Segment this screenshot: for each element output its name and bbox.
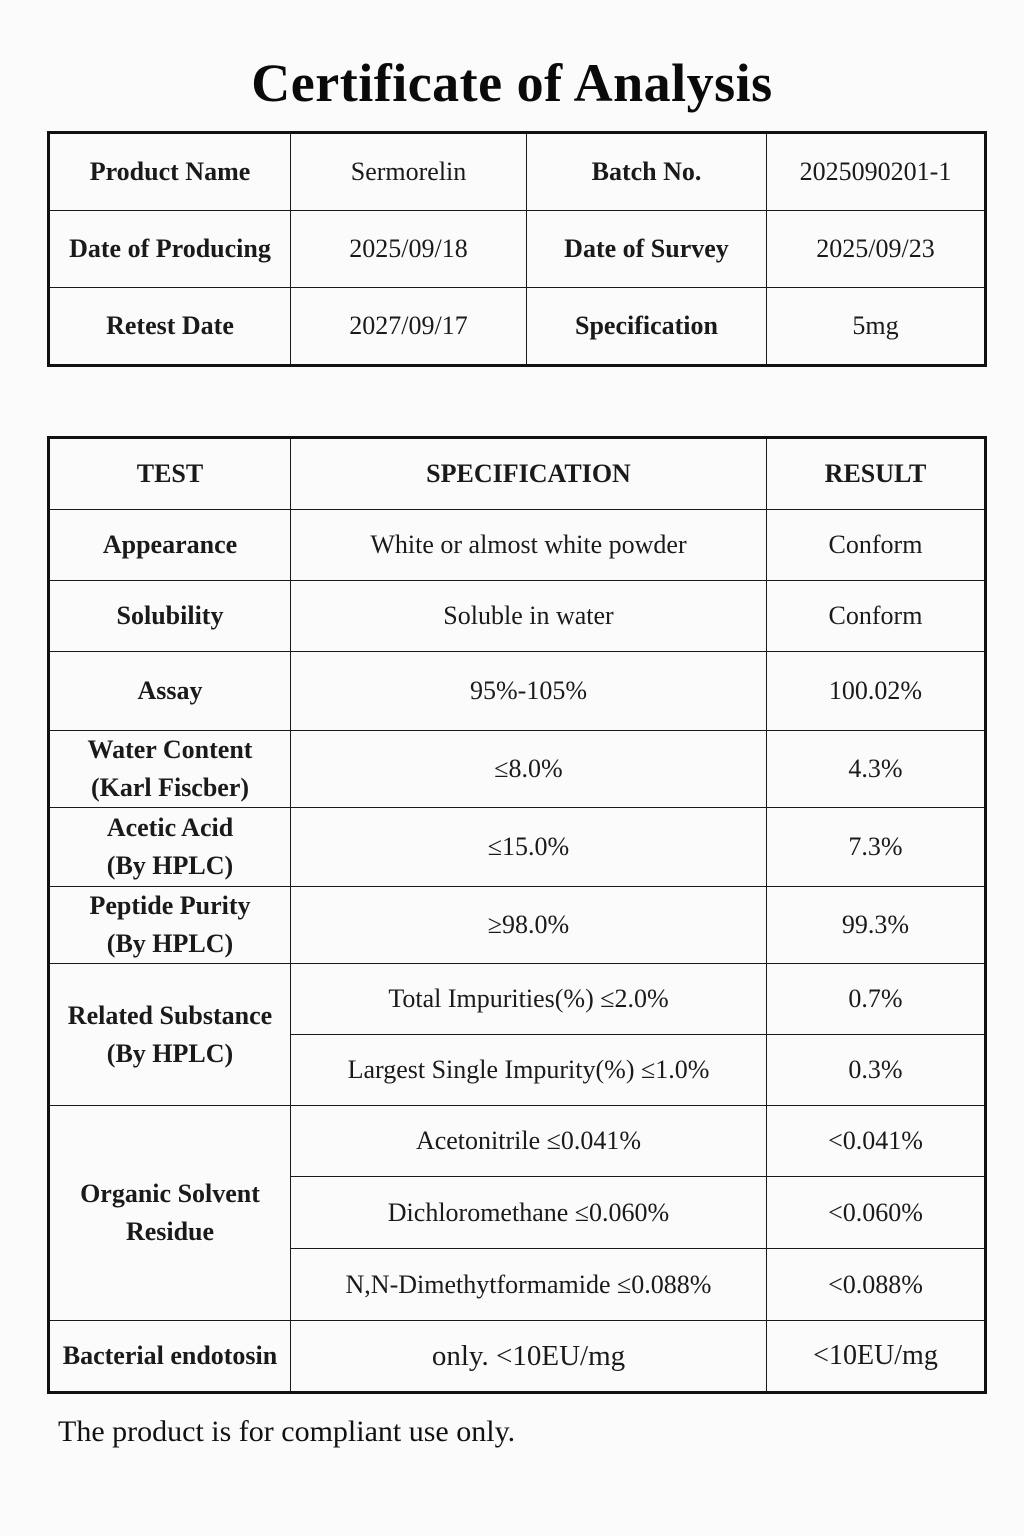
test-result: 100.02% bbox=[767, 652, 986, 731]
test-name: Appearance bbox=[49, 510, 291, 581]
test-result: <0.060% bbox=[767, 1177, 986, 1249]
page-title: Certificate of Analysis bbox=[251, 53, 773, 113]
footer-note: The product is for compliant use only. bbox=[58, 1415, 516, 1448]
table-row bbox=[49, 510, 986, 581]
test-name: Solubility bbox=[49, 581, 291, 652]
table-row bbox=[49, 964, 986, 1035]
test-results-table bbox=[47, 436, 987, 1394]
test-spec: only. <10EU/mg bbox=[291, 1321, 767, 1393]
test-spec: ≤15.0% bbox=[291, 808, 767, 887]
date-survey-value: 2025/09/23 bbox=[767, 211, 986, 288]
product-name-label: Product Name bbox=[49, 133, 291, 211]
test-result: <0.088% bbox=[767, 1249, 986, 1321]
test-result: 0.7% bbox=[767, 964, 986, 1035]
test-result: 0.3% bbox=[767, 1035, 986, 1106]
header-test: TEST bbox=[49, 438, 291, 510]
table-row bbox=[49, 1106, 986, 1177]
test-spec: Soluble in water bbox=[291, 581, 767, 652]
product-info-table bbox=[47, 131, 987, 367]
product-name-value: Sermorelin bbox=[291, 133, 527, 211]
test-name: Assay bbox=[49, 652, 291, 731]
test-name: Bacterial endotosin bbox=[49, 1321, 291, 1393]
test-spec: ≤8.0% bbox=[291, 731, 767, 808]
test-name-line1: Acetic Acid bbox=[106, 813, 234, 842]
test-spec: Total Impurities(%) ≤2.0% bbox=[291, 964, 767, 1035]
date-survey-label: Date of Survey bbox=[527, 211, 767, 288]
table-row bbox=[49, 581, 986, 652]
test-spec: ≥98.0% bbox=[291, 887, 767, 964]
table-row bbox=[49, 731, 986, 808]
test-name bbox=[49, 964, 291, 1106]
batch-no-value: 2025090201-1 bbox=[767, 133, 986, 211]
test-result: Conform bbox=[767, 510, 986, 581]
table-row bbox=[49, 808, 986, 887]
specification-value: 5mg bbox=[767, 288, 986, 366]
test-result: <10EU/mg bbox=[767, 1321, 986, 1393]
test-spec: Acetonitrile ≤0.041% bbox=[291, 1106, 767, 1177]
retest-date-label: Retest Date bbox=[49, 288, 291, 366]
table-header-row bbox=[49, 438, 986, 510]
test-name bbox=[49, 887, 291, 964]
table-row bbox=[49, 1321, 986, 1393]
test-name-line2: (By HPLC) bbox=[106, 1038, 234, 1068]
batch-no-label: Batch No. bbox=[527, 133, 767, 211]
test-spec: N,N-Dimethytformamide ≤0.088% bbox=[291, 1249, 767, 1321]
info-row bbox=[49, 133, 986, 211]
test-name-line1: Related Substance bbox=[67, 1000, 273, 1030]
test-result: 4.3% bbox=[767, 731, 986, 808]
test-name bbox=[49, 808, 291, 887]
test-spec: Dichloromethane ≤0.060% bbox=[291, 1177, 767, 1249]
table-row bbox=[49, 887, 986, 964]
test-spec: White or almost white powder bbox=[291, 510, 767, 581]
test-name bbox=[49, 1106, 291, 1321]
date-producing-label: Date of Producing bbox=[49, 211, 291, 288]
test-name-line2: (Karl Fiscber) bbox=[90, 773, 250, 802]
test-name-line1: Water Content bbox=[87, 735, 253, 764]
specification-label: Specification bbox=[527, 288, 767, 366]
test-name-line2: Residue bbox=[125, 1217, 215, 1246]
test-result: Conform bbox=[767, 581, 986, 652]
table-row bbox=[49, 652, 986, 731]
test-name-line2: (By HPLC) bbox=[106, 851, 234, 880]
header-specification: SPECIFICATION bbox=[291, 438, 767, 510]
test-spec: 95%-105% bbox=[291, 652, 767, 731]
test-result: 99.3% bbox=[767, 887, 986, 964]
date-producing-value: 2025/09/18 bbox=[291, 211, 527, 288]
test-name-line1: Peptide Purity bbox=[89, 891, 251, 920]
retest-date-value: 2027/09/17 bbox=[291, 288, 527, 366]
test-name bbox=[49, 731, 291, 808]
info-row bbox=[49, 288, 986, 366]
test-name-line1: Organic Solvent bbox=[80, 1179, 260, 1208]
info-row bbox=[49, 211, 986, 288]
test-name-line2: (By HPLC) bbox=[106, 929, 234, 958]
test-result: <0.041% bbox=[767, 1106, 986, 1177]
test-result: 7.3% bbox=[767, 808, 986, 887]
header-result: RESULT bbox=[767, 438, 986, 510]
test-spec: Largest Single Impurity(%) ≤1.0% bbox=[291, 1035, 767, 1106]
